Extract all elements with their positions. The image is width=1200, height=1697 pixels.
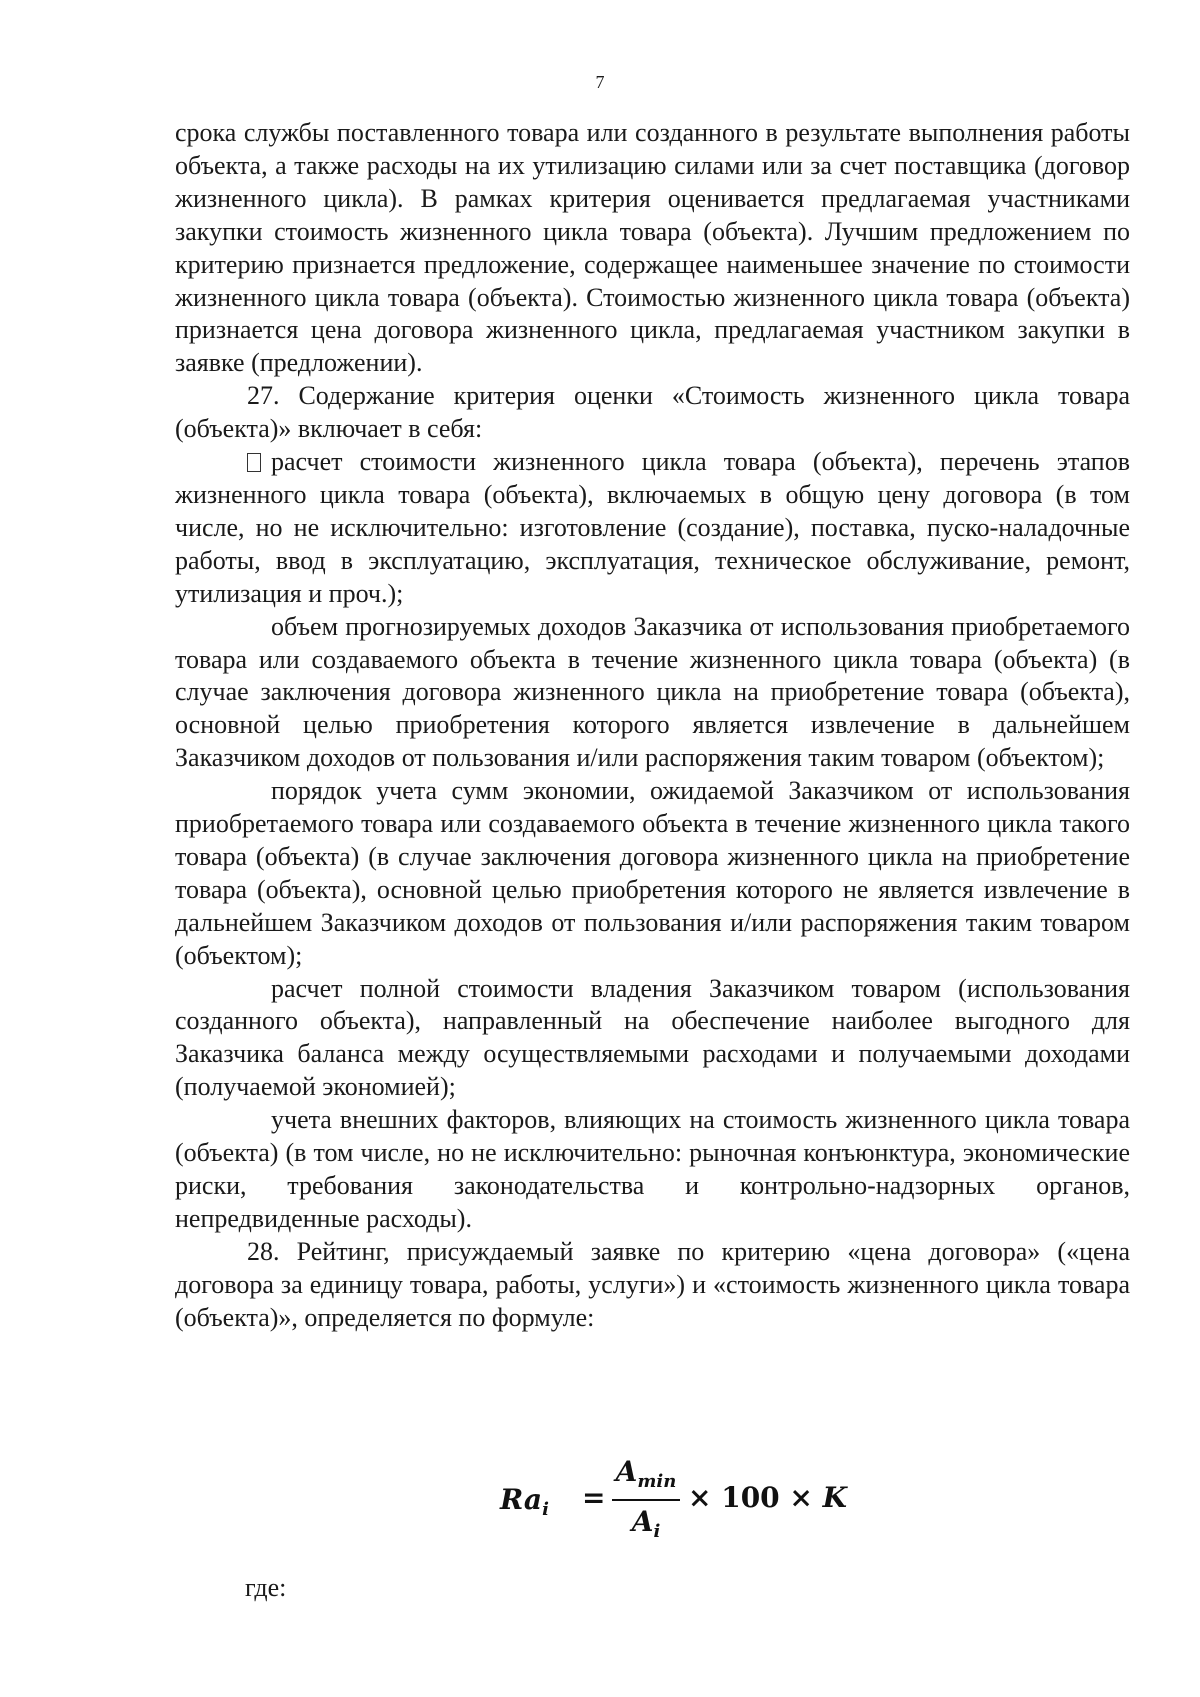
- bullet-icon: [247, 453, 261, 472]
- list-item: расчет полной стоимости владения Заказчиком товаром (использования созданного объекта), направленный на обеспечение наиболее выгодного для Заказчика баланса между осуществляемыми расходами и получаемыми доходами (получаемой экономией);: [175, 973, 1130, 1102]
- list-item: учета внешних факторов, влияющих на стоимость жизненного цикла товара (объекта) (в том числе, но не исключительно: рыночная конъюнктура, экономические риски, требования законодательства и контрольно-надзорных органов, непредвиденные расходы).: [175, 1105, 1130, 1233]
- formula-numerator-subscript: min: [637, 1471, 677, 1492]
- formula-coefficient: K: [822, 1481, 847, 1514]
- formula-fraction: [612, 1455, 680, 1545]
- formula-multiplier: [688, 1481, 847, 1514]
- formula-denominator: [612, 1505, 680, 1542]
- formula-numerator-symbol: A: [615, 1455, 638, 1488]
- fraction-bar: [612, 1499, 680, 1501]
- formula-lhs-symbol: Ra: [500, 1483, 543, 1516]
- formula-numerator: [612, 1455, 680, 1492]
- formula-lhs: [500, 1483, 549, 1520]
- list-item: объем прогнозируемых доходов Заказчика от использования приобретаемого товара или создаваемого объекта в течение жизненного цикла товара (объекта) (в случае заключения договора жизненного цикла на приобретение товара (объекта), основной целью приобретения которого является извлечение в дальнейшем Заказчиком доходов от пользования и/или распоряжения таким товаром (объектом);: [175, 611, 1130, 773]
- page-number: 7: [595, 72, 605, 92]
- formula-denominator-symbol: A: [631, 1505, 654, 1538]
- formula-equals: =: [582, 1481, 606, 1514]
- document-body: [175, 117, 1130, 1335]
- paragraph-27: 27. Содержание критерия оценки «Стоимость жизненного цикла товара (объекта)» включает в себя:: [175, 381, 1130, 444]
- list-item: порядок учета сумм экономии, ожидаемой Заказчиком от использования приобретаемого товара или создаваемого объекта в течение жизненного цикла такого товара (объекта) (в случае заключения договора жизненного цикла на приобретение товара (объекта), основной целью приобретения которого не является извлечение в дальнейшем Заказчиком доходов от пользования и/или распоряжения таким товаром (объектом);: [175, 776, 1130, 970]
- list-item: [175, 446, 1130, 611]
- list-item-text: расчет стоимости жизненного цикла товара (объекта), перечень этапов жизненного цикла товара (объекта), включаемых в общую цену договора (в том числе, но не исключительно: изготовление (создание), поставка, пуско-наладочные работы, ввод в эксплуатацию, эксплуатация, техническое обслуживание, ремонт, утилизация и проч.);: [175, 447, 1130, 608]
- formula-lhs-subscript: i: [542, 1499, 549, 1520]
- formula-denominator-subscript: i: [653, 1521, 661, 1542]
- where-label: где:: [245, 1573, 287, 1602]
- formula-multiplier-text: × 100 ×: [688, 1481, 823, 1514]
- paragraph-continuation: срока службы поставленного товара или созданного в результате выполнения работы объекта, а также расходы на их утилизацию силами или за счет поставщика (договор жизненного цикла). В рамках критерия оценивается предлагаемая участниками закупки стоимость жизненного цикла товара (объекта). Лучшим предложением по критерию признается предложение, содержащее наименьшее значение по стоимости жизненного цикла товара (объекта). Стоимостью жизненного цикла товара (объекта) признается цена договора жизненного цикла, предлагаемая участником закупки в заявке (предложении).: [175, 118, 1130, 378]
- paragraph-28: 28. Рейтинг, присуждаемый заявке по критерию «цена договора» («цена договора за единицу товара, работы, услуги») и «стоимость жизненного цикла товара (объекта)», определяется по формуле:: [175, 1236, 1130, 1332]
- rating-formula: [500, 1455, 847, 1545]
